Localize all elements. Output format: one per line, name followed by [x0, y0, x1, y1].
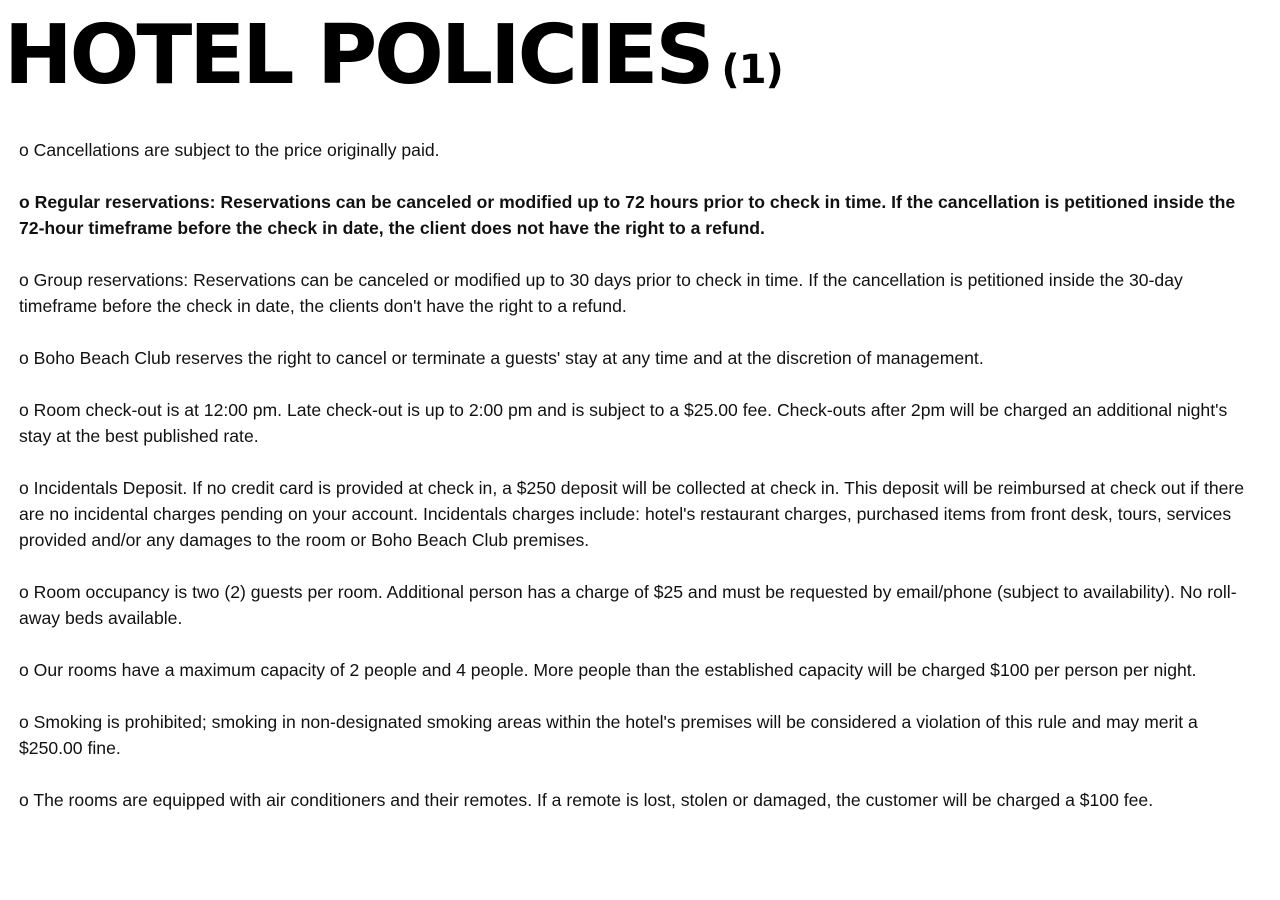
page-title: HOTEL POLICIES: [4, 8, 712, 103]
page-header: [4, 8, 783, 104]
policy-air-conditioner-remotes: o The rooms are equipped with air conditioners and their remotes. If a remote is lost, stolen or damaged, the customer will be charged a $100 fee.: [19, 790, 1154, 810]
policy-maximum-capacity: o Our rooms have a maximum capacity of 2 people and 4 people. More people than the established capacity will be charged $100 per person per night.: [19, 660, 1197, 680]
policy-smoking: o Smoking is prohibited; smoking in non-designated smoking areas within the hotel's premises will be considered a violation of this rule and may merit a $250.00 fine.: [19, 712, 1198, 758]
policy-regular-reservations: o Regular reservations: Reservations can be canceled or modified up to 72 hours prior to check in time. If the cancellation is petitioned inside the 72-hour timeframe before the check in date, the client does not have the right to a refund.: [19, 192, 1236, 238]
policy-check-out: o Room check-out is at 12:00 pm. Late check-out is up to 2:00 pm and is subject to a $25.00 fee. Check-outs after 2pm will be charged an additional night's stay at the best published rate.: [19, 400, 1228, 446]
policy-room-occupancy: o Room occupancy is two (2) guests per room. Additional person has a charge of $25 and must be requested by email/phone (subject to availability). No roll-away beds available.: [19, 582, 1237, 628]
policy-incidentals-deposit: o Incidentals Deposit. If no credit card is provided at check in, a $250 deposit will be collected at check in. This deposit will be reimbursed at check out if there are no incidental charges pending on your account. Incidentals charges include: hotel's restaurant charges, purchased items from front desk, tours, services provided and/or any damages to the room or Boho Beach Club premises.: [19, 478, 1245, 550]
policy-group-reservations: o Group reservations: Reservations can be canceled or modified up to 30 days prior to check in time. If the cancellation is petitioned inside the 30-day timeframe before the check in date, the clients don't have the right to a refund.: [19, 270, 1183, 316]
policy-cancellations: o Cancellations are subject to the price originally paid.: [19, 140, 440, 160]
policy-list: [19, 137, 1264, 839]
page-number: (1): [721, 47, 783, 93]
policy-right-to-cancel: o Boho Beach Club reserves the right to cancel or terminate a guests' stay at any time and at the discretion of management.: [19, 348, 984, 368]
